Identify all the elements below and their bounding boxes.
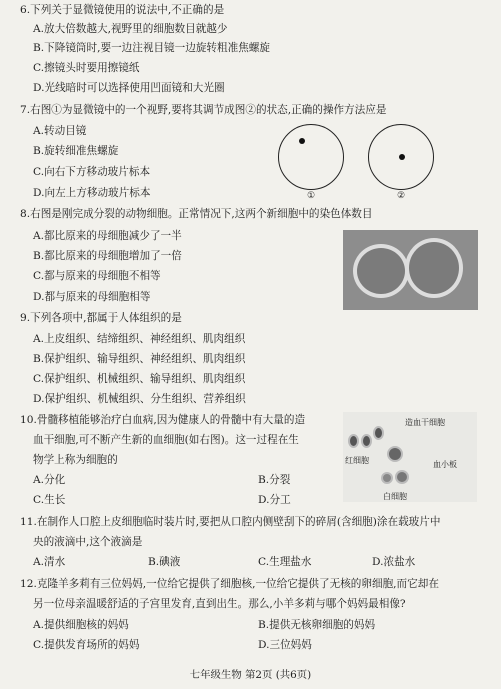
field-view-1 [278,124,344,190]
q12-stem-line1: 12.克隆羊多莉有三位妈妈,一位给它提供了细胞核,一位给它提供了无核的卵细胞,而它却在 [20,578,439,590]
q12-option-c: C.提供发育场所的妈妈 [33,639,140,651]
q8-option-b: B.都比原来的母细胞增加了一倍 [33,250,182,262]
platelet-label: 血小板 [433,460,457,469]
stem-cell [387,446,403,462]
q11-option-a: A.清水 [33,556,66,568]
field-view-2 [368,124,434,190]
q10-option-c: C.生长 [33,494,66,506]
q7-stem: 7.右图①为显微镜中的一个视野,要将其调节成图②的状态,正确的操作方法应是 [20,104,387,116]
q11-option-c: C.生理盐水 [258,556,312,568]
q9-option-b: B.保护组织、输导组织、神经组织、肌肉组织 [33,353,246,365]
stem-cell-label: 造血干细胞 [405,418,445,427]
daughter-cell-right [405,238,463,298]
q11-option-b: B.碘液 [148,556,181,568]
q10-option-b: B.分裂 [258,474,291,486]
q6-option-d: D.光线暗时可以选择使用凹面镜和大光圈 [33,82,225,94]
red-blood-cell [373,426,384,440]
field-label-1: ① [307,191,316,201]
dividing-cell-photo [343,230,478,310]
q7-option-a: A.转动目镜 [33,125,87,137]
white-blood-cell-label: 白细胞 [383,492,407,501]
q6-option-b: B.下降镜筒时,要一边注视目镜一边旋转粗准焦螺旋 [33,42,270,54]
q10-option-d: D.分工 [258,494,291,506]
q12-stem-line2: 另一位母亲温暖舒适的子宫里发育,直到出生。那么,小羊多莉与哪个妈妈最相像? [33,598,406,610]
q9-option-c: C.保护组织、机械组织、输导组织、肌肉组织 [33,373,246,385]
q6-option-c: C.擦镜头时要用擦镜纸 [33,62,140,74]
q7-option-b: B.旋转细准焦螺旋 [33,145,119,157]
white-blood-cell [381,472,393,484]
blood-cell-figure [343,412,477,502]
q7-option-d: D.向左上方移动玻片标本 [33,187,151,199]
white-blood-cell [395,470,409,484]
q10-option-a: A.分化 [33,474,66,486]
q10-stem-line3: 物学上称为细胞的 [33,454,118,466]
q9-option-a: A.上皮组织、结缔组织、神经组织、肌肉组织 [33,333,246,345]
q8-option-c: C.都与原来的母细胞不相等 [33,270,161,282]
q6-stem: 6.下列关于显微镜使用的说法中,不正确的是 [20,4,225,16]
q10-stem-line2: 血干细胞,可不断产生新的血细胞(如右图)。这一过程在生 [33,434,299,446]
field-label-2: ② [397,191,406,201]
q11-stem-line2: 央的液滴中,这个液滴是 [33,536,143,548]
q8-option-a: A.都比原来的母细胞减少了一半 [33,230,182,242]
q10-stem-line1: 10.骨髓移植能够治疗白血病,因为健康人的骨髓中有大量的造 [20,414,306,426]
q8-stem: 8.右图是刚完成分裂的动物细胞。正常情况下,这两个新细胞中的染色体数目 [20,208,373,220]
q7-option-c: C.向右下方移动玻片标本 [33,166,151,178]
q9-option-d: D.保护组织、机械组织、分生组织、营养组织 [33,393,246,405]
q9-stem: 9.下列各项中,都属于人体组织的是 [20,312,182,324]
q11-stem-line1: 11.在制作人口腔上皮细胞临时装片时,要把从口腔内侧壁刮下的碎屑(含细胞)涂在载玻片中 [20,516,441,528]
daughter-cell-left [353,244,409,298]
q11-option-d: D.浓盐水 [372,556,416,568]
page-footer: 七年级生物 第2页 (共6页) [189,669,312,681]
q8-option-d: D.都与原来的母细胞相等 [33,291,151,303]
q12-option-a: A.提供细胞核的妈妈 [33,619,129,631]
red-blood-cell-label: 红细胞 [345,456,369,465]
red-blood-cell [348,434,359,448]
specimen-dot-2 [399,154,405,160]
q12-option-d: D.三位妈妈 [258,639,312,651]
specimen-dot-1 [299,138,305,144]
q6-option-a: A.放大倍数越大,视野里的细胞数目就越少 [33,23,228,35]
q12-option-b: B.提供无核卵细胞的妈妈 [258,619,376,631]
red-blood-cell [361,434,372,448]
